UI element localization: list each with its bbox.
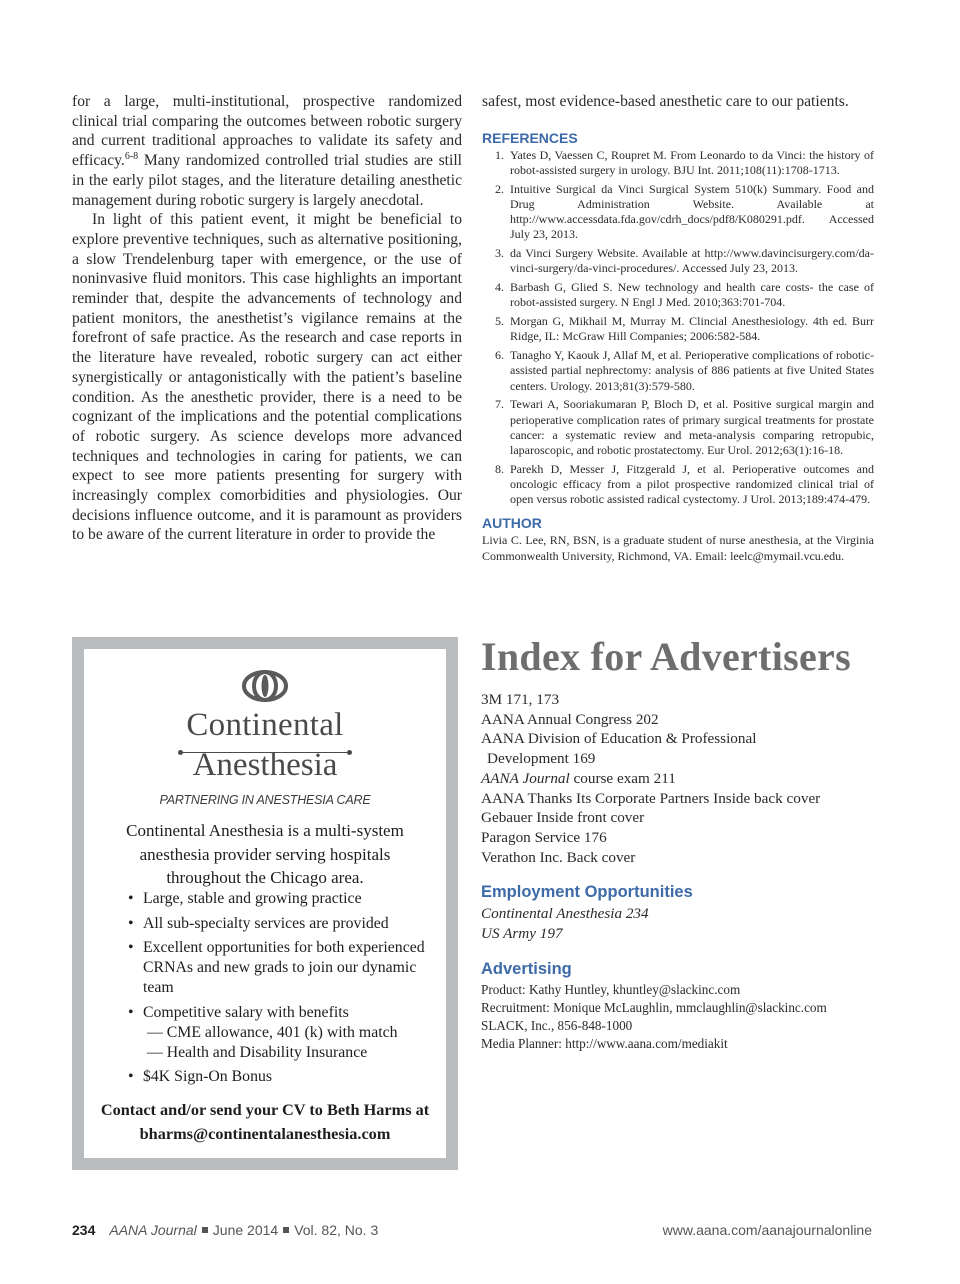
index-title: Index for Advertisers: [481, 634, 851, 679]
brand-name-line1: Continental: [186, 707, 344, 743]
separator-square-icon: [202, 1227, 208, 1233]
page-footer: [72, 1222, 872, 1238]
author-bio: Livia C. Lee, RN, BSN, is a graduate student of nurse anesthesia, at the Virginia Commonwealth University, Richmond, VA. Email: leelc@mymail.vcu.edu.: [482, 533, 874, 563]
advertisement-continental-anesthesia[interactable]: [72, 637, 458, 1170]
advertiser-entry: AANA Division of Education & Professional Development 169: [481, 730, 757, 768]
advertiser-entry: AANA Journal course exam 211: [481, 769, 676, 787]
ad-benefit-item: • Excellent opportunities for both experienced CRNAs and new grads to join our dynamic team: [128, 938, 428, 998]
article-paragraph: for a large, multi-institutional, prospective randomized clinical trial comparing the outcomes between robotic surgery and current traditional approaches to validate its safety and efficacy.$^{6-8}$ Many randomized controlled trial studies are still in the early pilot stages, and the literature detailing anesthetic management during robotic surgery is largely anecdotal.: [72, 93, 462, 209]
article-continuation: safest, most evidence-based anesthetic care to our patients.: [482, 93, 849, 110]
separator-square-icon: [283, 1227, 289, 1233]
citation-superscript: 6-8: [124, 150, 139, 162]
article-paragraph: In light of this patient event, it might be beneficial to explore preventive techniques, such as alternative positioning, a slow Trendelenburg taper with emergence, or the use of noninvasive fluid monitors. This case highlights an important reminder that, despite the advancements of technology and patient monitors, the anesthetist’s vigilance remains at the forefront of safe practice. As the research and case reports in the literature have revealed, robotic surgery can act either synergistically or antagonistically with the patient’s baseline condition. As the anesthetic provider, there is a need to be cognizant of the implications and the potential complications of robotic surgery. As science develops more advanced techniques and technologies in caring for patients, we can expect to see more patients presenting for surgery with increasingly complex comorbidities and physiologies. Our decisions influence outcome, and it is paramount as providers to be aware of the current literature in order to provide the: [72, 211, 462, 544]
references-heading: REFERENCES: [482, 129, 578, 146]
continental-logo-icon: [241, 669, 289, 703]
journal-url-link[interactable]: www.aana.com/aanajournalonline: [662, 1222, 872, 1238]
advertiser-entry: 3M 171, 173: [481, 691, 560, 708]
employment-heading: Employment Opportunities: [481, 883, 693, 902]
ad-inner-panel: [84, 649, 446, 1158]
advertising-contact: SLACK, Inc., 856-848-1000: [481, 1017, 633, 1033]
employment-entry: US Army 197: [481, 925, 563, 943]
ad-contact-info: Contact and/or send your CV to Beth Harms at bharms@continentalanesthesia.com: [100, 1100, 430, 1143]
advertiser-entry: Gebauer Inside front cover: [481, 809, 645, 827]
reference-item: 4. Barbash G, Glied S. New technology and health care costs- the case of robot-assisted surgery. N Engl J Med. 2010;363:701-704.: [495, 280, 874, 310]
references-list: [482, 148, 874, 508]
advertising-contact: Recruitment: Monique McLaughlin, mmclaughlin@slackinc.com: [481, 999, 827, 1015]
advertising-contact: Product: Kathy Huntley, khuntley@slackinc.com: [481, 981, 741, 997]
reference-item: 5. Morgan G, Mikhail M, Murray M. Clincial Anesthesiology. 4th ed. Burr Ridge, IL: McGraw Hill Companies; 2006:582-584.: [495, 314, 874, 344]
brand-name-line2: Anesthesia: [192, 747, 338, 783]
page-number: 234: [72, 1222, 96, 1238]
reference-item: 6. Tanagho Y, Kaouk J, Allaf M, et al. Perioperative complications of robotic-assisted partial nephrectomy: analysis of 886 patients at five United States centers. Urology. 2013;81(3):579-580.: [495, 348, 874, 393]
employment-entry: Continental Anesthesia 234: [481, 905, 649, 923]
advertiser-list: [481, 690, 881, 867]
reference-item: 1. Yates D, Vaessen C, Roupret M. From Leonardo to da Vinci: the history of robot-assisted surgery in urology. BJU Int. 2011;108(11):1708-1713.: [495, 147, 874, 177]
reference-item: 3. da Vinci Surgery Website. Available at http://www.davincisurgery.com/da-vinci-surgery/da-vinci-procedures/. Accessed July 23, 2013.: [495, 246, 874, 276]
journal-name: AANA Journal: [109, 1222, 197, 1238]
reference-item: 8. Parekh D, Messer J, Fitzgerald J, et al. Perioperative outcomes and oncologic efficacy from a pilot prospective randomized clinical trial of open versus robotic assisted radical cystectomy. J Urol. 2013;189:474-479.: [495, 461, 874, 507]
advertiser-entry: AANA Thanks Its Corporate Partners Inside back cover: [481, 789, 821, 807]
ad-description: Continental Anesthesia is a multi-system anesthesia provider serving hospitals throughout the Chicago area.: [126, 821, 404, 887]
employment-list: [481, 904, 881, 943]
ad-benefit-item: • Large, stable and growing practice: [128, 889, 428, 909]
brand-tagline: PARTNERING IN ANESTHESIA CARE: [159, 793, 371, 807]
issue-volume: Vol. 82, No. 3: [294, 1222, 379, 1238]
advertiser-entry: Paragon Service 176: [481, 828, 607, 846]
advertising-contacts: [481, 981, 881, 1053]
ad-benefits-list: [128, 889, 428, 1092]
ad-benefit-item: • All sub-specialty services are provided: [128, 914, 428, 934]
advertiser-entry: AANA Annual Congress 202: [481, 710, 659, 728]
advertising-contact: Media Planner: http://www.aana.com/mediakit: [481, 1035, 728, 1051]
ad-benefit-item: • Competitive salary with benefits — CME allowance, 401 (k) with match — Health and Disability Insurance: [128, 1003, 428, 1063]
issue-date: June 2014: [212, 1222, 279, 1238]
author-heading: AUTHOR: [482, 515, 542, 532]
ad-benefit-item: • $4K Sign-On Bonus: [128, 1067, 428, 1087]
index-for-advertisers: [481, 634, 881, 1053]
advertiser-entry: Verathon Inc. Back cover: [481, 848, 636, 866]
right-column: [482, 92, 874, 564]
reference-item: 7. Tewari A, Sooriakumaran P, Bloch D, et al. Positive surgical margin and perioperative complication rates of primary surgical treatments for prostate cancer: a systematic review and meta-analysis comparing retropubic, laparoscopic, and robotic prostatectomy. Eur Urol. 2012;63(1):16-18.: [495, 397, 874, 457]
article-body: [72, 92, 462, 545]
advertising-heading: Advertising: [481, 959, 572, 978]
reference-item: 2. Intuitive Surgical da Vinci Surgical System 510(k) Summary. Food and Drug Administration Website. Available at http://www.accessdata.fda.gov/cdrh_docs/pdf8/K080291.pdf. Accessed July 23, 2013.: [495, 181, 874, 242]
